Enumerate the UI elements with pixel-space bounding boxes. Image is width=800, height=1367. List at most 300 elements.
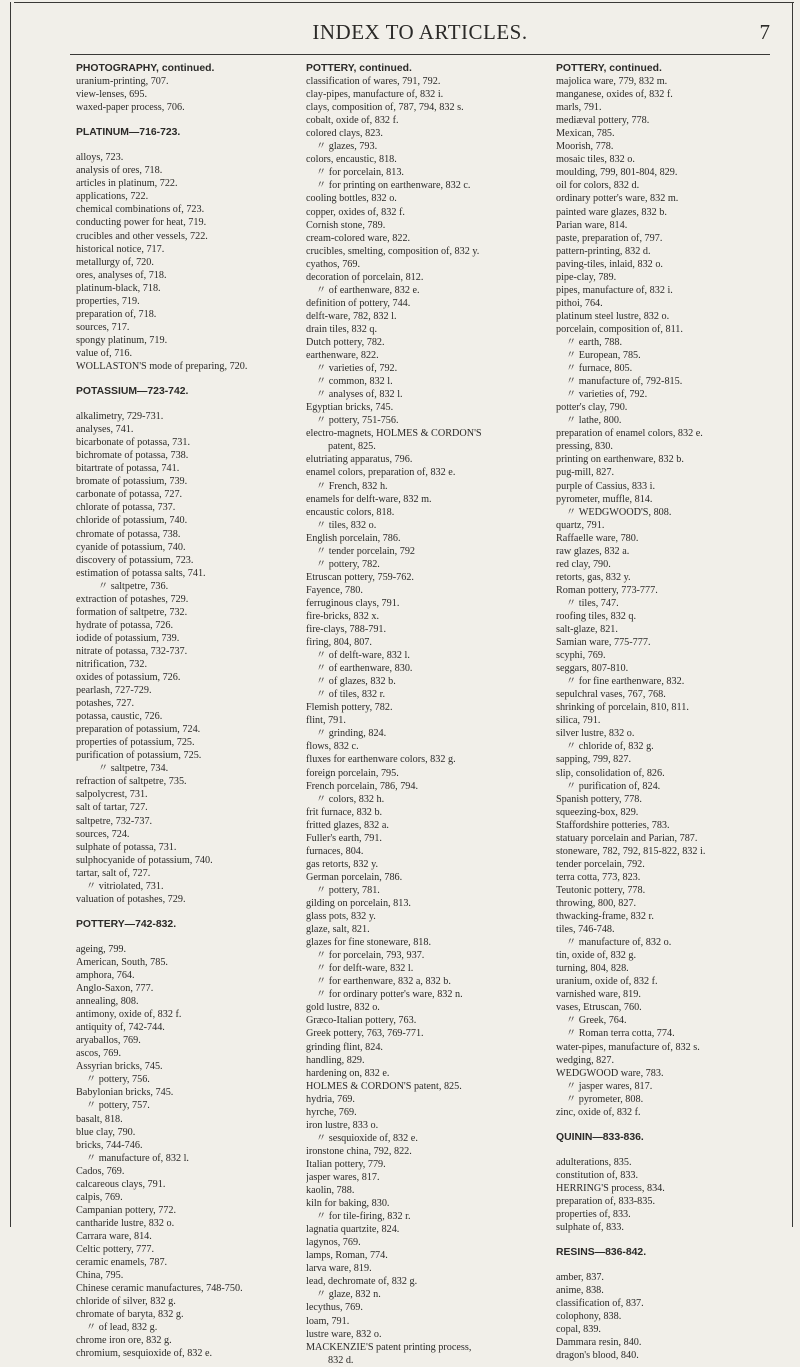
index-entry: 〃 tiles, 747. (566, 597, 619, 609)
index-entry: 〃 of delft-ware, 832 l. (316, 650, 410, 662)
index-entry: tin, oxide of, 832 g. (556, 950, 637, 962)
index-entry: 〃 grinding, 824. (316, 728, 387, 740)
index-entry: lamps, Roman, 774. (306, 1250, 388, 1262)
index-entry: handling, 829. (306, 1054, 365, 1066)
index-entry: Staffordshire potteries, 783. (556, 819, 670, 831)
index-entry: Roman pottery, 773-777. (556, 584, 658, 596)
section-heading: POTTERY, continued. (556, 63, 662, 74)
index-entry: mediæval pottery, 778. (556, 115, 650, 127)
index-entry: pithoi, 764. (556, 297, 603, 309)
index-entry: Anglo-Saxon, 777. (76, 983, 154, 995)
index-entry: ascos, 769. (76, 1048, 121, 1060)
index-entry: chromium, sesquioxide of, 832 e. (76, 1348, 213, 1360)
index-entry: quartz, 791. (556, 519, 605, 531)
index-entry: chemical combinations of, 723. (76, 204, 205, 216)
index-entry: alkalimetry, 729-731. (76, 411, 164, 423)
index-entry: 〃 pottery, 781. (316, 884, 380, 896)
index-entry: drain tiles, 832 q. (306, 323, 378, 335)
index-entry: Cados, 769. (76, 1165, 125, 1177)
index-entry: alloys, 723. (76, 152, 124, 164)
index-entry: silver lustre, 832 o. (556, 728, 635, 740)
index-entry: painted ware glazes, 832 b. (556, 206, 667, 218)
index-entry: statuary porcelain and Parian, 787. (556, 832, 698, 844)
index-entry: Cornish stone, 789. (306, 219, 386, 231)
index-entry: preparation of, 833-835. (556, 1195, 656, 1207)
index-entry: printing on earthenware, 832 b. (556, 454, 684, 466)
frame-line-right (792, 2, 793, 1227)
index-entry: throwing, 800, 827. (556, 898, 637, 909)
index-entry: 〃 French, 832 h. (316, 480, 388, 492)
index-entry: electro-magnets, HOLMES & CORDON'S (306, 428, 482, 440)
index-entry: grinding flint, 824. (306, 1041, 383, 1053)
index-entry: fluxes for earthenware colors, 832 g. (306, 754, 456, 766)
section-gap (556, 1119, 776, 1131)
section-gap (76, 114, 300, 126)
index-entry: refraction of saltpetre, 735. (76, 776, 187, 788)
index-entry: fire-bricks, 832 x. (306, 610, 379, 622)
index-entry: sources, 724. (76, 828, 130, 840)
index-entry: sapping, 799, 827. (556, 754, 631, 766)
index-entry: basalt, 818. (76, 1113, 123, 1125)
index-entry: gold lustre, 832 o. (306, 1002, 380, 1014)
index-entry: 〃 Roman terra cotta, 774. (566, 1028, 675, 1040)
index-entry: vases, Etruscan, 760. (556, 1002, 642, 1014)
index-entry: extraction of potashes, 729. (76, 593, 189, 605)
index-entry: 〃 of lead, 832 g. (86, 1322, 158, 1334)
index-entry: preparation of enamel colors, 832 e. (556, 428, 703, 440)
index-entry: chlorate of potassa, 737. (76, 502, 176, 514)
index-entry: 〃 manufacture of, 792-815. (566, 376, 683, 388)
index-entry: earthenware, 822. (306, 350, 379, 362)
header-rule (70, 54, 770, 55)
index-entry: hardening on, 832 e. (306, 1067, 390, 1079)
index-entry: dragon's blood, 840. (556, 1350, 639, 1362)
index-entry: pyrometer, muffle, 814. (556, 493, 653, 505)
index-entry: patent, 825. (328, 441, 376, 453)
index-entry: fire-clays, 788-791. (306, 624, 387, 636)
index-entry: hydrate of potassa, 726. (76, 619, 174, 631)
index-entry: cooling bottles, 832 o. (306, 193, 397, 205)
section-heading: PHOTOGRAPHY, continued. (76, 63, 215, 74)
index-entry: scyphi, 769. (556, 650, 606, 662)
index-entry: colophony, 838. (556, 1311, 622, 1323)
index-entry: clay-pipes, manufacture of, 832 i. (306, 89, 444, 101)
index-entry: metallurgy of, 720. (76, 256, 154, 268)
index-entry: chloride of silver, 832 g. (76, 1296, 176, 1308)
section-heading: POTTERY—742-832. (76, 918, 177, 930)
index-entry: kaolin, 788. (306, 1185, 355, 1197)
index-entry: 〃 purification of, 824. (566, 780, 661, 792)
index-entry: hyrche, 769. (306, 1106, 357, 1118)
index-entry: potashes, 727. (76, 698, 135, 710)
index-entry: sources, 717. (76, 321, 130, 333)
index-entry: cobalt, oxide of, 832 f. (306, 115, 399, 127)
index-entry: Dutch pottery, 782. (306, 336, 385, 348)
index-entry: salt of tartar, 727. (76, 802, 148, 814)
index-entry: 〃 manufacture of, 832 l. (86, 1152, 189, 1164)
index-entry: historical notice, 717. (76, 243, 165, 255)
index-entry: silica, 791. (556, 715, 601, 727)
index-entry: glaze, salt, 821. (306, 924, 370, 936)
index-entry: stoneware, 782, 792, 815-822, 832 i. (556, 845, 706, 857)
index-entry: Celtic pottery, 777. (76, 1243, 154, 1255)
index-entry: iodide of potassium, 739. (76, 632, 180, 644)
index-entry: 〃 varieties of, 792. (316, 363, 398, 375)
index-entry: WOLLASTON'S mode of preparing, 720. (76, 360, 248, 372)
index-entry: elutriating apparatus, 796. (306, 454, 413, 466)
index-entry: 〃 analyses of, 832 l. (316, 389, 403, 401)
index-entry: loam, 791. (306, 1315, 350, 1327)
index-entry: analyses, 741. (76, 424, 134, 436)
index-entry: gas retorts, 832 y. (306, 858, 379, 870)
section-heading: PLATINUM—716-723. (76, 127, 181, 139)
index-entry: German porcelain, 786. (306, 871, 403, 883)
index-column-2 (306, 62, 542, 1367)
index-entry: preparation of potassium, 724. (76, 724, 201, 736)
index-entry: cyanide of potassium, 740. (76, 541, 186, 553)
index-entry: red clay, 790. (556, 558, 611, 570)
index-entry: 〃 sesquioxide of, 832 e. (316, 1132, 418, 1144)
index-entry: salpolycrest, 731. (76, 789, 148, 801)
section-gap (556, 1259, 776, 1271)
index-entry: 〃 vitriolated, 731. (86, 880, 164, 892)
index-entry: pipes, manufacture of, 832 i. (556, 284, 673, 296)
index-entry: sulphocyanide of potassium, 740. (76, 854, 213, 866)
index-entry: fritted glazes, 832 a. (306, 819, 389, 831)
index-entry: Egyptian bricks, 745. (306, 402, 394, 414)
index-entry: 〃 WEDGWOOD'S, 808. (566, 506, 672, 518)
index-entry: conducting power for heat, 719. (76, 217, 207, 229)
index-entry: value of, 716. (76, 347, 133, 359)
index-entry: clays, composition of, 787, 794, 832 s. (306, 102, 464, 114)
index-entry: lustre ware, 832 o. (306, 1328, 382, 1340)
index-entry: crucibles and other vessels, 722. (76, 230, 208, 242)
index-entry: Babylonian bricks, 745. (76, 1087, 174, 1099)
index-entry: uranium-printing, 707. (76, 76, 169, 88)
index-entry: waxed-paper process, 706. (76, 102, 185, 114)
index-entry: lagynos, 769. (306, 1237, 361, 1249)
index-entry: chromate of potassa, 738. (76, 528, 181, 540)
index-entry: 〃 for earthenware, 832 a, 832 b. (316, 976, 451, 988)
index-entry: 〃 for tile-firing, 832 r. (316, 1211, 411, 1223)
index-entry: marls, 791. (556, 102, 602, 114)
section-heading: QUININ—833-836. (556, 1131, 644, 1143)
index-entry: lecythus, 769. (306, 1302, 363, 1314)
index-entry: 〃 varieties of, 792. (566, 389, 648, 401)
index-entry: annealing, 808. (76, 996, 139, 1008)
index-entry: potter's clay, 790. (556, 402, 628, 414)
index-entry: constitution of, 833. (556, 1169, 639, 1181)
index-column-1 (76, 62, 300, 1360)
index-entry: HERRING'S process, 834. (556, 1182, 665, 1194)
index-entry: delft-ware, 782, 832 l. (306, 310, 397, 322)
index-entry: 〃 furnace, 805. (566, 363, 633, 375)
index-entry: sulphate of potassa, 731. (76, 841, 177, 853)
index-entry: bicarbonate of potassa, 731. (76, 437, 191, 449)
index-entry: Flemish pottery, 782. (306, 702, 393, 714)
index-entry: 〃 lathe, 800. (566, 415, 622, 427)
index-entry: kiln for baking, 830. (306, 1198, 390, 1210)
index-entry: 〃 pottery, 782. (316, 558, 380, 570)
index-entry: 〃 for porcelain, 813. (316, 167, 404, 179)
index-entry: valuation of potashes, 729. (76, 893, 186, 905)
index-entry: decoration of porcelain, 812. (306, 271, 424, 283)
index-entry: 〃 saltpetre, 734. (98, 763, 169, 775)
index-entry: enamel colors, preparation of, 832 e. (306, 467, 456, 479)
index-entry: bromate of potassium, 739. (76, 476, 188, 488)
index-entry: Raffaelle ware, 780. (556, 532, 639, 544)
index-entry: antiquity of, 742-744. (76, 1022, 165, 1034)
index-entry: Campanian pottery, 772. (76, 1204, 177, 1216)
index-entry: glass pots, 832 y. (306, 911, 376, 923)
index-entry: slip, consolidation of, 826. (556, 767, 665, 779)
index-entry: platinum steel lustre, 832 o. (556, 310, 670, 322)
index-entry: cantharide lustre, 832 o. (76, 1217, 175, 1229)
index-entry: preparation of, 718. (76, 308, 157, 320)
index-entry: 〃 of tiles, 832 r. (316, 689, 386, 701)
index-entry: 〃 common, 832 l. (316, 376, 393, 388)
index-entry: tartar, salt of, 727. (76, 867, 151, 879)
index-entry: platinum-black, 718. (76, 282, 161, 294)
index-entry: 〃 glazes, 793. (316, 141, 378, 153)
index-entry: chrome iron ore, 832 g. (76, 1335, 172, 1347)
index-entry: copal, 839. (556, 1324, 601, 1336)
section-gap (556, 1234, 776, 1246)
index-entry: enamels for delft-ware, 832 m. (306, 493, 432, 505)
index-entry: analysis of ores, 718. (76, 165, 163, 177)
index-entry: Teutonic pottery, 778. (556, 884, 646, 896)
index-entry: 832 d. (328, 1354, 354, 1366)
index-entry: estimation of potassa salts, 741. (76, 567, 206, 579)
index-entry: French porcelain, 786, 794. (306, 780, 419, 792)
index-entry: tender porcelain, 792. (556, 858, 645, 870)
section-gap (76, 931, 300, 943)
index-entry: gilding on porcelain, 813. (306, 898, 411, 909)
index-entry: Moorish, 778. (556, 141, 614, 153)
frame-line-left (10, 2, 11, 1227)
index-entry: Assyrian bricks, 745. (76, 1061, 163, 1073)
index-entry: terra cotta, 773, 823. (556, 871, 641, 883)
index-entry: uranium, oxide of, 832 f. (556, 976, 658, 988)
index-entry: aryaballos, 769. (76, 1035, 141, 1047)
section-gap (556, 1144, 776, 1156)
index-entry: antimony, oxide of, 832 f. (76, 1009, 182, 1021)
index-entry: bitartrate of potassa, 741. (76, 463, 180, 475)
index-entry: squeezing-box, 829. (556, 806, 639, 818)
index-entry: 〃 jasper wares, 817. (566, 1080, 653, 1092)
index-entry: blue clay, 790. (76, 1126, 136, 1138)
index-entry: turning, 804, 828. (556, 963, 629, 975)
index-entry: 〃 chloride of, 832 g. (566, 741, 654, 753)
index-entry: manganese, oxides of, 832 f. (556, 89, 673, 101)
index-entry: ferruginous clays, 791. (306, 597, 400, 609)
index-entry: Fayence, 780. (306, 584, 363, 596)
index-entry: raw glazes, 832 a. (556, 545, 630, 557)
index-entry: cyathos, 769. (306, 258, 361, 270)
index-entry: Spanish pottery, 778. (556, 793, 642, 805)
index-entry: frit furnace, 832 b. (306, 806, 383, 818)
index-entry: paving-tiles, inlaid, 832 o. (556, 258, 663, 270)
index-entry: roofing tiles, 832 q. (556, 610, 637, 622)
index-entry: 〃 pottery, 756. (86, 1074, 150, 1086)
index-entry: Italian pottery, 779. (306, 1158, 386, 1170)
index-entry: mosaic tiles, 832 o. (556, 154, 635, 166)
index-entry: English porcelain, 786. (306, 532, 401, 544)
index-entry: pearlash, 727-729. (76, 685, 152, 697)
index-entry: Parian ware, 814. (556, 219, 628, 231)
index-entry: Mexican, 785. (556, 128, 615, 140)
index-entry: Dammara resin, 840. (556, 1337, 642, 1349)
index-entry: 〃 of earthenware, 830. (316, 663, 413, 675)
index-entry: flint, 791. (306, 715, 346, 727)
index-column-3 (556, 62, 776, 1363)
index-entry: moulding, 799, 801-804, 829. (556, 167, 678, 179)
index-entry: 〃 for fine earthenware, 832. (566, 676, 685, 688)
index-entry: 〃 earth, 788. (566, 336, 623, 348)
index-entry: calpis, 769. (76, 1191, 123, 1203)
index-entry: Carrara ware, 814. (76, 1230, 152, 1242)
index-entry: American, South, 785. (76, 956, 168, 968)
index-entry: thwacking-frame, 832 r. (556, 911, 654, 923)
page-title: INDEX TO ARTICLES. (312, 20, 528, 44)
index-entry: ageing, 799. (76, 943, 127, 955)
index-entry: 〃 European, 785. (566, 350, 641, 362)
index-entry: HOLMES & CORDON'S patent, 825. (306, 1080, 462, 1092)
index-entry: nitrate of potassa, 732-737. (76, 645, 188, 657)
index-entry: discovery of potassium, 723. (76, 554, 194, 566)
index-entry: colors, encaustic, 818. (306, 154, 397, 166)
index-entry: 〃 Greek, 764. (566, 1015, 627, 1027)
index-entry: ironstone china, 792, 822. (306, 1145, 412, 1157)
section-gap (76, 906, 300, 918)
index-entry: water-pipes, manufacture of, 832 s. (556, 1041, 700, 1053)
index-entry: lagnatia quartzite, 824. (306, 1224, 400, 1236)
index-entry: 〃 pyrometer, 808. (566, 1093, 644, 1105)
index-entry: lead, dechromate of, 832 g. (306, 1276, 418, 1288)
index-entry: salt-glaze, 821. (556, 624, 618, 636)
index-entry: properties of potassium, 725. (76, 737, 195, 749)
index-entry: paste, preparation of, 797. (556, 232, 663, 244)
index-entry: bichromate of potassa, 738. (76, 450, 189, 462)
index-entry: 〃 tiles, 832 o. (316, 519, 377, 531)
index-entry: 〃 for porcelain, 793, 937. (316, 950, 425, 962)
index-entry: ordinary potter's ware, 832 m. (556, 193, 679, 205)
index-entry: colored clays, 823. (306, 128, 383, 140)
index-entry: amber, 837. (556, 1272, 604, 1284)
index-entry: 〃 pottery, 751-756. (316, 415, 399, 427)
index-entry: pug-mill, 827. (556, 467, 615, 479)
index-entry: 〃 for delft-ware, 832 l. (316, 963, 414, 975)
section-gap (76, 398, 300, 410)
index-entry: properties of, 833. (556, 1209, 631, 1221)
index-entry: calcareous clays, 791. (76, 1178, 166, 1190)
frame-line-top (14, 2, 794, 3)
index-entry: Etruscan pottery, 759-762. (306, 571, 414, 583)
index-entry: seggars, 807-810. (556, 663, 629, 675)
index-entry: 〃 colors, 832 h. (316, 793, 385, 805)
index-entry: chromate of baryta, 832 g. (76, 1309, 184, 1321)
index-entry: formation of saltpetre, 732. (76, 606, 188, 618)
section-heading: RESINS—836-842. (556, 1247, 647, 1259)
index-entry: retorts, gas, 832 y. (556, 571, 631, 583)
index-entry: properties, 719. (76, 295, 140, 307)
index-entry: flows, 832 c. (306, 741, 359, 753)
index-entry: larva ware, 819. (306, 1263, 372, 1275)
index-entry: porcelain, composition of, 811. (556, 323, 683, 335)
index-entry: purple of Cassius, 833 i. (556, 480, 656, 492)
index-entry: iron lustre, 833 o. (306, 1119, 379, 1131)
section-gap (76, 139, 300, 151)
index-entry: Samian ware, 775-777. (556, 637, 651, 649)
index-entry: anime, 838. (556, 1285, 604, 1297)
index-entry: 〃 manufacture of, 832 o. (566, 937, 672, 949)
index-entry: sepulchral vases, 767, 768. (556, 689, 666, 701)
index-entry: definition of pottery, 744. (306, 297, 411, 309)
section-heading: POTASSIUM—723-742. (76, 386, 189, 398)
index-entry: majolica ware, 779, 832 m. (556, 76, 668, 88)
index-entry: saltpetre, 732-737. (76, 815, 153, 827)
index-entry: pressing, 830. (556, 441, 613, 453)
index-entry: adulterations, 835. (556, 1156, 632, 1168)
index-entry: zinc, oxide of, 832 f. (556, 1106, 641, 1118)
index-entry: foreign porcelain, 795. (306, 767, 399, 779)
index-entry: bricks, 744-746. (76, 1139, 143, 1151)
index-entry: 〃 for printing on earthenware, 832 c. (316, 180, 471, 192)
index-entry: spongy platinum, 719. (76, 334, 168, 346)
index-entry: encaustic colors, 818. (306, 506, 395, 518)
index-entry: hydria, 769. (306, 1093, 355, 1105)
index-entry: purification of potassium, 725. (76, 750, 202, 762)
index-entry: furnaces, 804. (306, 845, 364, 857)
index-entry: WEDGWOOD ware, 783. (556, 1067, 664, 1079)
index-entry: 〃 saltpetre, 736. (98, 580, 169, 592)
index-entry: 〃 pottery, 757. (86, 1100, 150, 1112)
index-entry: 〃 glaze, 832 n. (316, 1289, 381, 1301)
index-entry: 〃 of earthenware, 832 e. (316, 284, 420, 296)
index-entry: chloride of potassium, 740. (76, 515, 188, 527)
index-entry: sulphate of, 833. (556, 1222, 624, 1234)
index-entry: nitrification, 732. (76, 658, 148, 670)
index-entry: China, 795. (76, 1270, 124, 1282)
index-entry: pattern-printing, 832 d. (556, 245, 651, 257)
index-entry: classification of, 837. (556, 1298, 644, 1310)
section-gap (76, 373, 300, 385)
index-entry: applications, 722. (76, 191, 149, 203)
index-entry: jasper wares, 817. (306, 1171, 380, 1183)
index-entry: 〃 tender porcelain, 792 (316, 545, 416, 557)
page-number: 7 (759, 20, 770, 44)
section-heading: POTTERY, continued. (306, 63, 412, 74)
index-entry: Græco-Italian pottery, 763. (306, 1015, 417, 1027)
index-entry: Fuller's earth, 791. (306, 832, 382, 844)
index-entry: ores, analyses of, 718. (76, 269, 167, 281)
index-entry: firing, 804, 807. (306, 637, 372, 649)
index-entry: tiles, 746-748. (556, 924, 615, 936)
index-entry: classification of wares, 791, 792. (306, 76, 441, 88)
page-header (70, 14, 770, 48)
index-entry: MACKENZIE'S patent printing process, (306, 1341, 472, 1353)
index-entry: articles in platinum, 722. (76, 178, 178, 190)
index-entry: shrinking of porcelain, 810, 811. (556, 702, 689, 714)
index-entry: Chinese ceramic manufactures, 748-750. (76, 1283, 243, 1295)
index-entry: oxides of potassium, 726. (76, 672, 181, 684)
index-entry: 〃 for ordinary potter's ware, 832 n. (316, 989, 463, 1001)
index-entry: potassa, caustic, 726. (76, 711, 163, 723)
index-entry: ceramic enamels, 787. (76, 1257, 168, 1269)
index-entry: amphora, 764. (76, 970, 135, 981)
index-entry: carbonate of potassa, 727. (76, 489, 183, 501)
index-entry: 〃 of glazes, 832 b. (316, 676, 396, 688)
